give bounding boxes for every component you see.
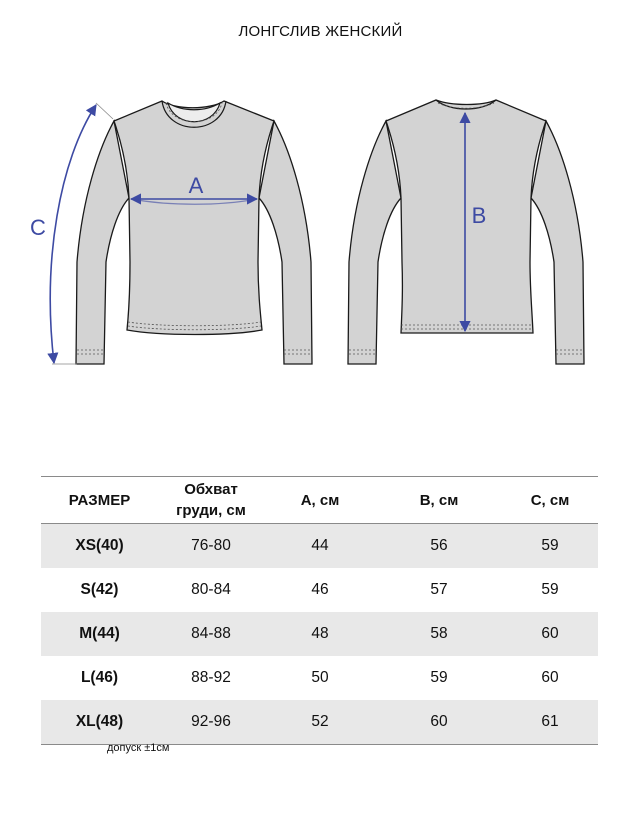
chest-cell: 84-88 bbox=[191, 625, 231, 642]
c-cell: 59 bbox=[541, 537, 559, 554]
header-c: C, см bbox=[530, 491, 570, 509]
c-cell: 61 bbox=[541, 713, 559, 730]
c-cell: 60 bbox=[541, 625, 559, 642]
table-row bbox=[41, 612, 598, 656]
size-cell: S(42) bbox=[80, 581, 119, 598]
back-left-sleeve bbox=[348, 121, 401, 364]
b-cell: 58 bbox=[430, 625, 448, 642]
c-cell: 59 bbox=[541, 581, 559, 598]
measure-c-label: C bbox=[30, 215, 46, 240]
b-cell: 57 bbox=[430, 581, 448, 598]
size-table bbox=[41, 476, 598, 745]
header-size: РАЗМЕР bbox=[68, 491, 131, 509]
header-a: A, см bbox=[300, 491, 340, 509]
table-row bbox=[41, 656, 598, 700]
header-chest-line2: груди, см bbox=[176, 502, 246, 519]
chest-cell: 92-96 bbox=[191, 713, 231, 730]
c-cell: 60 bbox=[541, 669, 559, 686]
chest-cell: 80-84 bbox=[191, 581, 231, 598]
header-chest bbox=[158, 479, 264, 521]
b-cell: 56 bbox=[430, 537, 448, 554]
page-title: ЛОНГСЛИВ ЖЕНСКИЙ bbox=[238, 23, 403, 40]
table-header-row bbox=[41, 476, 598, 524]
a-cell: 50 bbox=[311, 669, 329, 686]
front-right-sleeve bbox=[259, 121, 312, 364]
back-right-sleeve bbox=[531, 121, 584, 364]
front-shirt-illustration bbox=[76, 101, 312, 364]
tolerance-note: допуск ±1см bbox=[107, 742, 170, 754]
a-cell: 52 bbox=[311, 713, 329, 730]
measure-b-label: B bbox=[471, 203, 487, 228]
b-cell: 60 bbox=[430, 713, 448, 730]
table-row bbox=[41, 568, 598, 612]
chest-cell: 76-80 bbox=[191, 537, 231, 554]
a-cell: 44 bbox=[311, 537, 329, 554]
size-cell: L(46) bbox=[80, 669, 119, 686]
chest-cell: 88-92 bbox=[191, 669, 231, 686]
a-cell: 46 bbox=[311, 581, 329, 598]
front-body bbox=[114, 101, 274, 335]
header-b: B, см bbox=[419, 491, 459, 509]
table-row bbox=[41, 700, 598, 745]
size-cell: M(44) bbox=[79, 625, 120, 642]
back-shirt-illustration bbox=[348, 100, 584, 364]
size-cell: XS(40) bbox=[75, 537, 124, 554]
size-cell: XL(48) bbox=[75, 713, 124, 730]
b-cell: 59 bbox=[430, 669, 448, 686]
back-body bbox=[386, 100, 546, 333]
a-cell: 48 bbox=[311, 625, 329, 642]
front-left-sleeve bbox=[76, 121, 129, 364]
measure-a-label: A bbox=[188, 173, 204, 198]
header-chest-line1: Обхват bbox=[184, 481, 238, 498]
table-row bbox=[41, 524, 598, 568]
